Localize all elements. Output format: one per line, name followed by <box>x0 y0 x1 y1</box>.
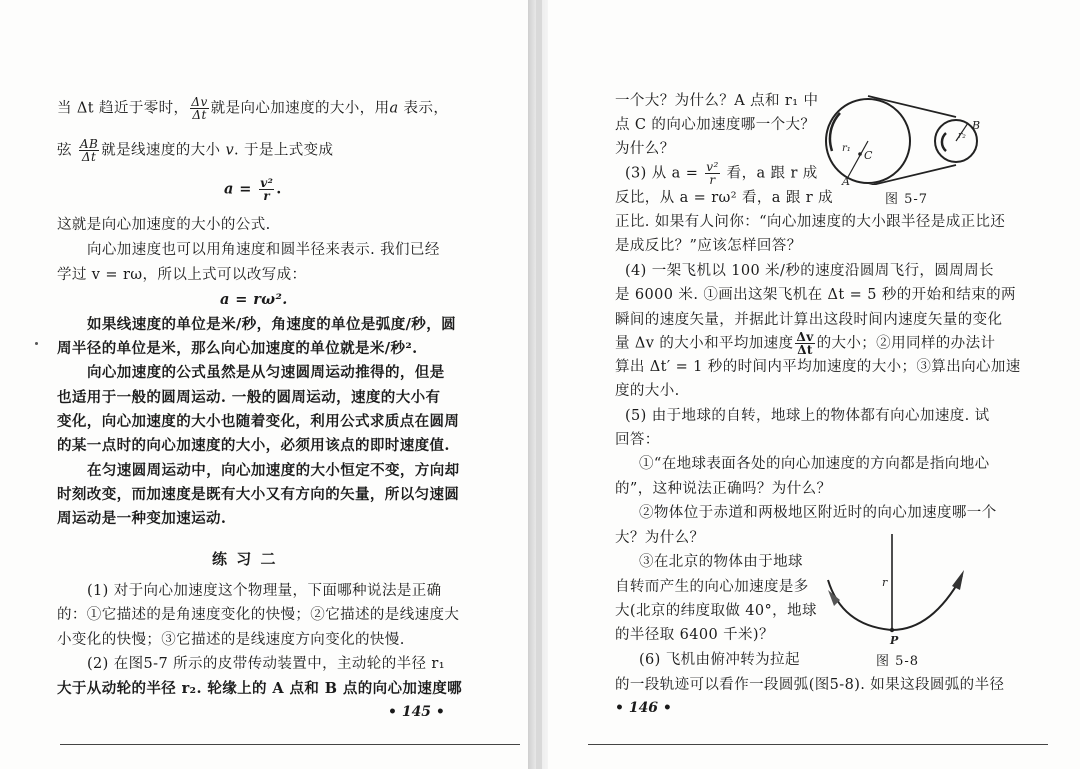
left-page <box>0 0 528 769</box>
figure-caption: 图 5-8 <box>876 654 920 669</box>
formula: a = $\frac{\text{v²}}{r}$ . <box>224 176 282 203</box>
text-line: 也适用于一般的圆周运动. 一般的圆周运动，速度的大小有 <box>57 389 441 406</box>
fraction: $\frac{\Delta v}{\Delta t}$ <box>191 95 208 122</box>
right-page <box>548 0 1080 769</box>
text-line: 变化，向心加速度的大小也随着变化，利用公式求质点在圆周 <box>57 413 460 430</box>
text-line: 当 Δt 趋近于零时， $\frac{\Delta v}{\Delta t}$ 就是向心加速度的大小，用a 表示， <box>57 95 449 122</box>
text-line: 如果线速度的单位是米/秒，角速度的单位是弧度/秒，圆 <box>87 316 456 333</box>
figure-caption: 图 5-7 <box>885 192 929 207</box>
page-number: • 146 • <box>615 700 672 716</box>
text-line: 的一段轨迹可以看作一段圆弧(图5-8). 如果这段圆弧的半径 <box>615 677 1005 693</box>
text-line: (1) 对于向心加速度这个物理量，下面哪种说法是正确 <box>87 583 442 599</box>
book-spine <box>536 0 542 769</box>
fraction: $\frac{\Delta v}{\Delta t}$ <box>796 330 814 357</box>
text-line: ②物体位于赤道和两极地区附近时的向心加速度哪一个 <box>639 505 997 521</box>
text-line: 大于从动轮的半径 r₂. 轮缘上的 A 点和 B 点的向心加速度哪 <box>57 680 463 697</box>
text-line: (2) 在图5-7 所示的皮带传动装置中，主动轮的半径 r₁ <box>87 656 445 672</box>
fraction: $\frac{\text{v²}}{r}$ <box>260 176 274 203</box>
airplane-icon <box>828 590 840 606</box>
label-r1: r₁ <box>842 143 851 154</box>
text-line: 的：①它描述的是角速度变化的快慢；②它描述的是线速度大 <box>57 607 460 623</box>
flight-path-arc <box>828 576 962 630</box>
text-line: ①“在地球表面各处的向心加速度的方向都是指向地心 <box>639 456 990 472</box>
text-line: 向心加速度的公式虽然是从匀速圆周运动推得的，但是 <box>87 364 445 381</box>
text-line: 点 C 的向心加速度哪一个大？ <box>615 117 816 133</box>
text-line: 量 Δv 的大小和平均加速度 $\frac{\Delta v}{\Delta t}$ 的大小；②用同样的办法计 <box>615 330 996 357</box>
text-line: 弦 $\frac{AB}{\Delta t}$ 就是线速度的大小 v. 于是上式变成 <box>57 137 334 164</box>
label-r: r <box>882 576 888 589</box>
text-line: 正比. 如果有人问你：“向心加速度的大小跟半径是成正比还 <box>615 214 1006 230</box>
text-line: 大？为什么？ <box>615 530 705 546</box>
scan-speck <box>35 342 38 345</box>
text-line: 是 6000 米. ①画出这架飞机在 Δt = 5 秒的开始和结束的两 <box>615 287 1016 303</box>
fraction: $\frac{AB}{\Delta t}$ <box>79 137 99 164</box>
text-line: 度的大小. <box>615 383 680 399</box>
exercise-title: 练 习 二 <box>212 550 278 568</box>
belt-pulley-figure <box>818 93 983 185</box>
fraction: $\frac{\text{v²}}{r}$ <box>706 160 719 187</box>
text-line: ③在北京的物体由于地球 <box>639 554 803 570</box>
formula: a = rω². <box>220 291 288 308</box>
text-line: 回答： <box>615 432 660 448</box>
text-line: 反比，从 a = rω² 看，a 跟 r 成 <box>615 190 834 206</box>
text-line: 小变化的快慢；③它描述的是线速度方向变化的快慢. <box>57 632 405 648</box>
label-b: B <box>972 119 981 132</box>
page-edge-line <box>588 744 1048 745</box>
label-a: A <box>842 175 850 185</box>
text-line: 周半径的单位是米，那么向心加速度的单位就是米/秒². <box>57 340 418 357</box>
belt-top <box>868 96 956 117</box>
flight-arc-figure <box>820 530 970 650</box>
text-line: 学过 v = rω，所以上式可以改写成： <box>57 267 307 283</box>
text-line: 大(北京的纬度取做 40°，地球 <box>615 603 817 619</box>
point-c <box>858 152 862 156</box>
label-r2: r₂ <box>958 131 966 141</box>
text-line: 周运动是一种变加速运动. <box>57 510 227 527</box>
text-line: (4) 一架飞机以 100 米/秒的速度沿圆周飞行，圆周周长 <box>625 263 994 279</box>
text-line: 为什么？ <box>615 141 675 157</box>
rotation-arrow <box>942 133 946 151</box>
airplane-icon <box>952 570 964 590</box>
belt-bottom <box>868 165 956 185</box>
text-line: (6) 飞机由俯冲转为拉起 <box>639 652 800 668</box>
text-line: 算出 Δt′ = 1 秒的时间内平均加速度的大小；③算出向心加速 <box>615 359 1021 375</box>
label-c: C <box>864 149 873 162</box>
text-line: (3) 从 a = $\frac{\text{v²}}{r}$ 看，a 跟 r 成 <box>625 160 818 187</box>
text-line: 一个大？为什么？A 点和 r₁ 中 <box>615 93 819 109</box>
text-line: 的某一点时的向心加速度的大小，必须用该点的即时速度值. <box>57 437 450 454</box>
text-line: 瞬间的速度矢量，并据此计算出这段时间内速度矢量的变化 <box>615 312 1003 328</box>
text-line: (5) 由于地球的自转，地球上的物体都有向心加速度. 试 <box>625 408 990 424</box>
text-line: 在匀速圆周运动中，向心加速度的大小恒定不变，方向却 <box>87 462 460 479</box>
text-line: 的半径取 6400 千米)？ <box>615 627 774 643</box>
text-line: 是成反比？”应该怎样回答？ <box>615 238 802 254</box>
page-edge-line <box>60 744 520 745</box>
page-number: • 145 • <box>388 704 445 720</box>
text-line: 这就是向心加速度的大小的公式. <box>57 217 271 233</box>
label-p: P <box>890 634 899 647</box>
text-line: 的”，这种说法正确吗？为什么？ <box>615 481 832 497</box>
point-p <box>890 628 894 632</box>
text-line: 时刻改变，而加速度是既有大小又有方向的矢量，所以匀速圆 <box>57 486 460 503</box>
text-line: 自转而产生的向心加速度是多 <box>615 579 809 595</box>
text-line: 向心加速度也可以用角速度和圆半径来表示. 我们已经 <box>87 242 440 258</box>
